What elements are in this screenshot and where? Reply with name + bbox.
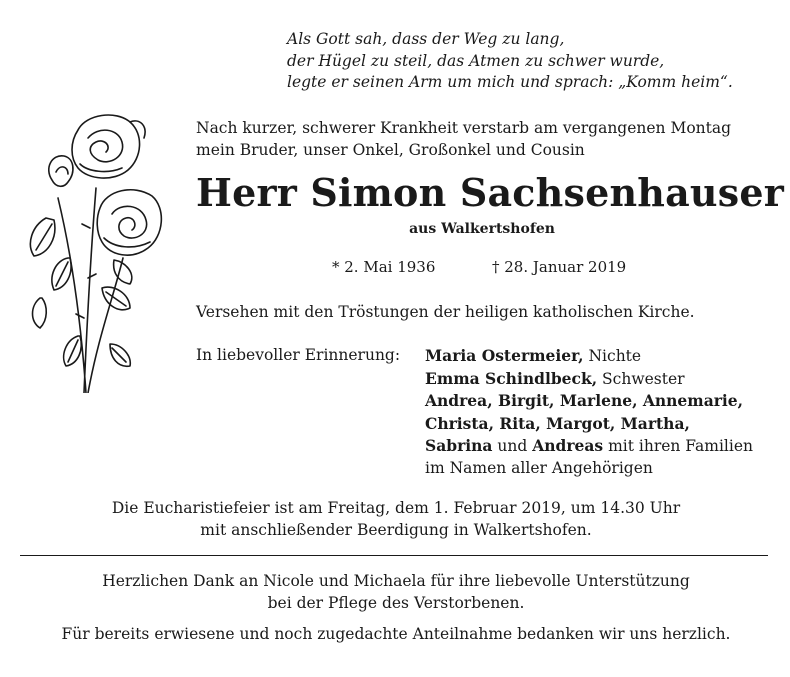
mourner-names: Andrea, Birgit, Marlene, Annemarie, [425, 391, 744, 410]
mourner-line [425, 345, 753, 368]
thanks-line: Herzlichen Dank an Nicole und Michaela für ihre liebevolle Unterstützung [102, 572, 690, 590]
thanks-note [20, 571, 772, 614]
mourner-relation: Nichte [583, 347, 642, 365]
service-line: Die Eucharistiefeier ist am Freitag, dem 1. Februar 2019, um 14.30 Uhr [111, 499, 681, 517]
deceased-name: Herr Simon Sachsenhauser [196, 170, 784, 215]
poem-line: legte er seinen Arm um mich und sprach: „Komm heim“. [287, 73, 733, 91]
announcement-line: Nach kurzer, schwerer Krankheit verstarb am vergangenen Montag [196, 119, 732, 137]
poem [287, 29, 733, 94]
mourner-name: Andreas [532, 436, 604, 455]
mourner-line [425, 368, 753, 391]
deceased-origin: aus Walkertshofen [409, 221, 555, 237]
mourner-line: im Namen aller Angehörigen [425, 458, 653, 477]
announcement-line: mein Bruder, unser Onkel, Großonkel und Cousin [196, 140, 585, 159]
mourner-line [425, 390, 753, 413]
mourner-relation: Schwester [597, 369, 685, 388]
death-date: † 28. Januar 2019 [492, 258, 627, 276]
poem-line: der Hügel zu steil, das Atmen zu schwer wurde, [287, 51, 665, 70]
birth-date: * 2. Mai 1936 [332, 258, 436, 276]
mourner-relation: mit ihren Familien [603, 437, 753, 455]
mourner-name: Sabrina [425, 436, 493, 455]
mourner-name: Maria Ostermeier, [425, 346, 584, 365]
poem-line: Als Gott sah, dass der Weg zu lang, [287, 30, 565, 48]
service-info [20, 498, 772, 541]
mourner-line [425, 435, 753, 458]
thanks-line: bei der Pflege des Verstorbenen. [267, 593, 525, 612]
rose-icon [18, 108, 168, 393]
announcement [196, 118, 731, 161]
divider [20, 555, 768, 556]
closing-thanks: Für bereits erwiesene und noch zugedachte Anteilnahme bedanken wir uns herzlich. [61, 625, 731, 643]
mourners-list [425, 345, 753, 479]
mourner-names: Christa, Rita, Margot, Martha, [425, 413, 690, 433]
mourner-name: Emma Schindlbeck, [425, 368, 598, 388]
memory-label: In liebevoller Erinnerung: [196, 346, 401, 364]
mourner-conjunction: und [492, 437, 533, 455]
mourner-line [425, 413, 753, 436]
service-line: mit anschließender Beerdigung in Walkertshofen. [200, 520, 592, 539]
sacrament-note: Versehen mit den Tröstungen der heiligen katholischen Kirche. [196, 303, 695, 321]
